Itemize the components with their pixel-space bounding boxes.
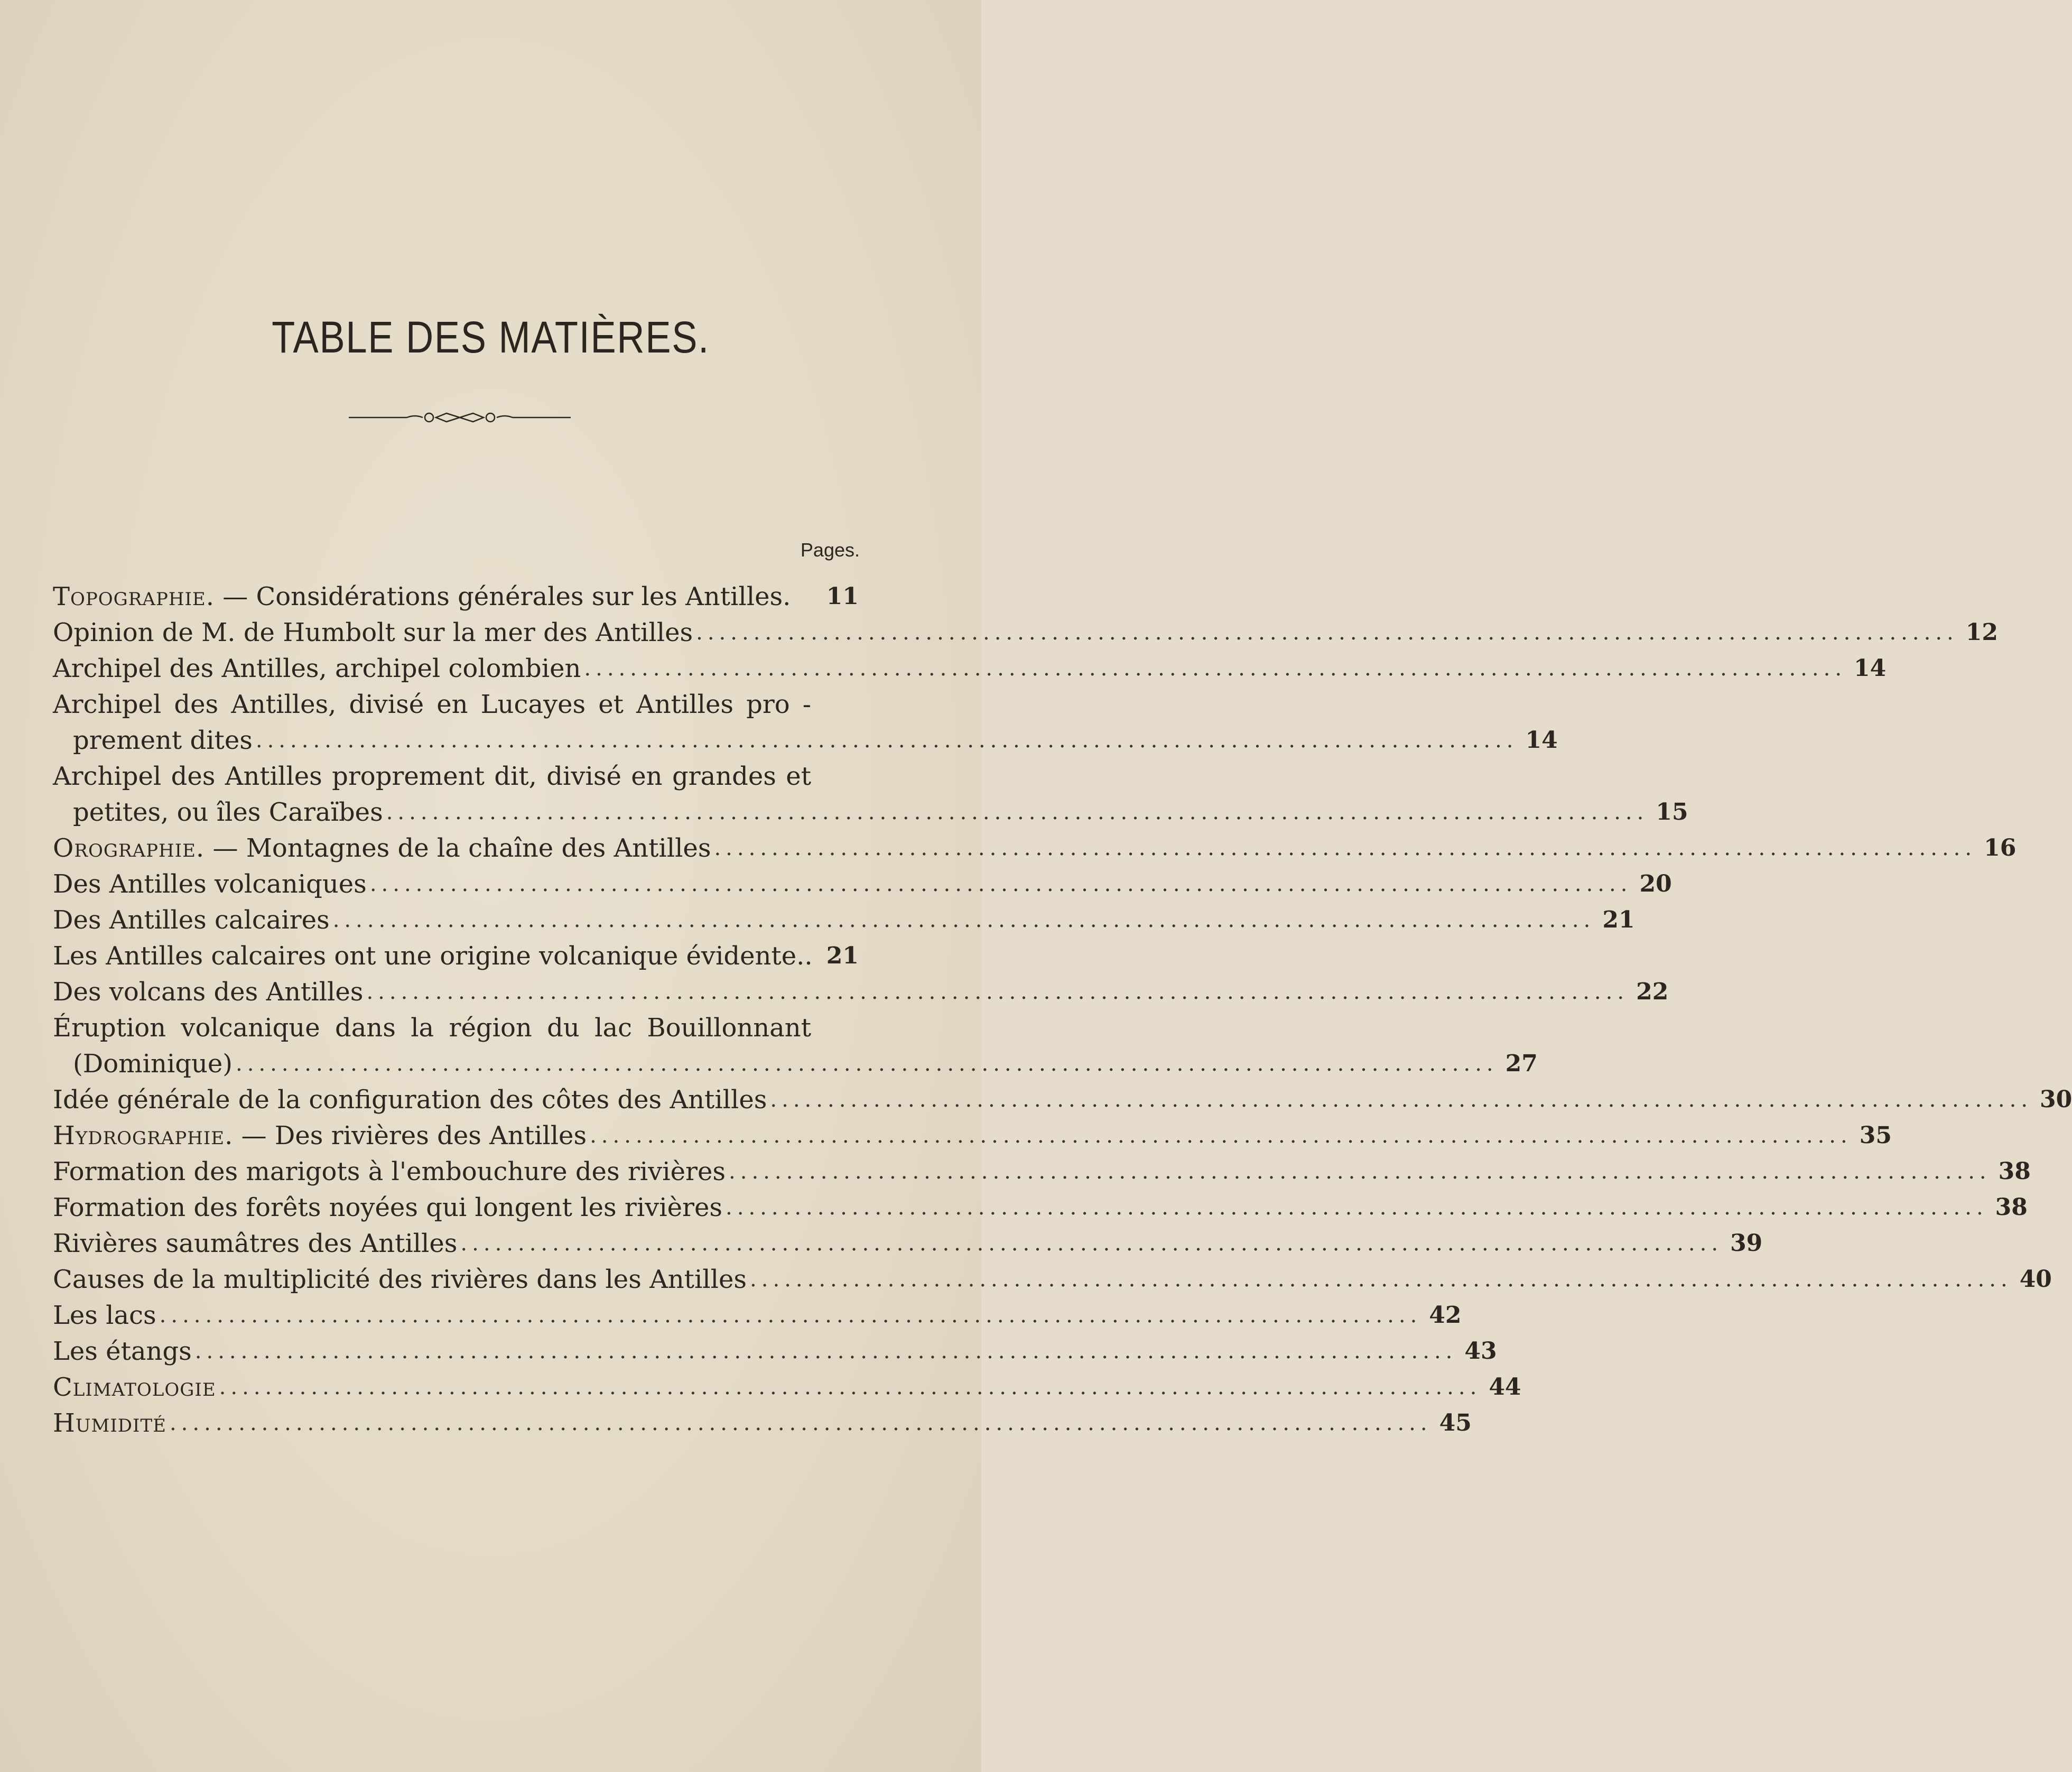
page-number: 43 [1464,1338,1497,1365]
leader-dots: .............................................................................................................. [696,620,1958,645]
page-number: 45 [1439,1409,1472,1436]
entry-text: — Montagnes de la chaîne des Antilles [205,833,711,863]
entry-text-line2: (Dominique) [73,1049,233,1079]
entry-text: Des Antilles calcaires [53,905,330,935]
page-number: 35 [1859,1122,1892,1149]
toc-entry-hydrographie [53,1118,1892,1154]
page-number: 27 [1505,1050,1538,1077]
leader-dots: .............................................................................................................. [770,1088,2033,1112]
leader-dots: .............................................................................................................. [219,1375,1482,1399]
entry-text-line2: petites, ou îles Caraïbes [73,797,383,827]
leader-dots: .............................................................................................................. [332,908,1595,932]
toc-entry [53,974,1669,1010]
entry-text: Rivières saumâtres des Antilles [53,1229,458,1258]
entry-text: Des volcans des Antilles [53,977,364,1007]
entry-text: Les lacs [53,1301,156,1330]
entry-text: Formation des forêts noyées qui longent les rivières [53,1193,723,1222]
entry-text: Opinion de M. de Humbolt sur la mer des Antilles [53,618,693,647]
page-title: TABLE DES MATIÈRES. [272,312,710,362]
section-label: Orographie. [53,833,205,863]
section-label: Hydrographie. [53,1121,234,1151]
page-number: 16 [1984,834,2017,861]
leader-dots: .............................................................................................................. [726,1195,1988,1220]
entry-text: — Considérations générales sur les Antilles. [215,582,791,611]
leader-dots: .............................................................................................................. [584,656,1847,681]
page-number: 40 [2019,1266,2052,1293]
entry-text: — Des rivières des Antilles [233,1121,587,1151]
leader-dots: .............................................................................................................. [460,1231,1723,1256]
pages-column-label: Pages. [800,539,860,561]
toc-entry [53,1261,2052,1297]
toc-entry-orographie [53,830,2017,866]
toc-entry [53,1297,1462,1333]
toc-entry [53,902,1635,938]
toc-entry [53,1010,1538,1082]
toc-entry [53,758,1688,830]
leader-dots: .............................................................................................................. [169,1411,1432,1435]
entry-text: Archipel des Antilles, archipel colombien [53,654,581,683]
page-number: 44 [1489,1374,1521,1400]
toc-entry [53,651,1887,686]
toc-entry [53,686,1558,758]
toc-entry-humidite [53,1405,1472,1441]
leader-dots: .............................................................................................................. [714,836,1977,860]
toc-entry [53,1190,2028,1226]
section-label: Topographie. [53,582,215,611]
entry-text: Idée générale de la configuration des côtes des Antilles [53,1085,767,1115]
entry-text-line1: Archipel des Antilles, divisé en Lucayes et Antilles pro - [53,690,811,719]
toc-entry [53,866,1672,902]
entry-text-line2: prement dites [73,726,253,755]
page-number: 30 [2040,1086,2072,1113]
section-label: Humidité [53,1408,166,1438]
page-number: 14 [1854,655,1887,682]
page-number: 21 [1602,906,1635,933]
page-number: 38 [1998,1158,2031,1185]
entry-text: Les étangs [53,1337,192,1366]
section-label: Climatologie [53,1372,216,1402]
entry-text: Causes de la multiplicité des rivières dans les Antilles [53,1265,747,1294]
toc-entry [53,615,1998,651]
page-number: 15 [1656,799,1688,825]
leader-dots: .............................................................................................................. [159,1303,1422,1328]
page-number: 11 [826,583,859,610]
page-number: 38 [1995,1194,2028,1221]
toc-entry [53,1082,2072,1118]
leader-dots: .............................................................................................................. [386,800,1649,824]
leader-dots: .............................................................................................................. [750,1267,2012,1292]
leader-dots: .............................................................................................................. [369,872,1632,896]
entry-text: Les Antilles calcaires ont une origine volcanique évidente.. [53,941,813,971]
leader-dots: .............................................................................................................. [236,1052,1498,1076]
entry-text-line1: Archipel des Antilles proprement dit, divisé en grandes et [53,762,811,791]
entry-text-line1: Éruption volcanique dans la région du lac Bouillonnant [53,1013,811,1043]
toc-entry-climatologie [53,1369,1521,1405]
page-number: 21 [826,942,859,969]
page-number: 39 [1730,1230,1763,1257]
leader-dots: .............................................................................................................. [194,1339,1457,1363]
toc-entry [53,1333,1497,1369]
toc-entry [53,1154,2031,1190]
leader-dots: .............................................................................................................. [590,1124,1852,1148]
page-number: 22 [1636,978,1669,1005]
toc-entry-topographie [53,579,859,615]
leader-dots: .............................................................................................................. [729,1159,1991,1184]
page-number: 12 [1965,619,1998,646]
entry-text: Des Antilles volcaniques [53,869,367,899]
page-number: 20 [1639,870,1672,897]
leader-dots: .............................................................................................................. [366,980,1629,1004]
leader-dots: .............................................................................................................. [255,728,1518,753]
ornament-divider [349,407,571,428]
toc-entry [53,938,859,974]
toc-entry [53,1226,1763,1261]
page-number: 14 [1525,727,1558,754]
page-number: 42 [1429,1302,1462,1329]
entry-text: Formation des marigots à l'embouchure des rivières [53,1157,726,1186]
table-of-contents [53,579,2072,1441]
